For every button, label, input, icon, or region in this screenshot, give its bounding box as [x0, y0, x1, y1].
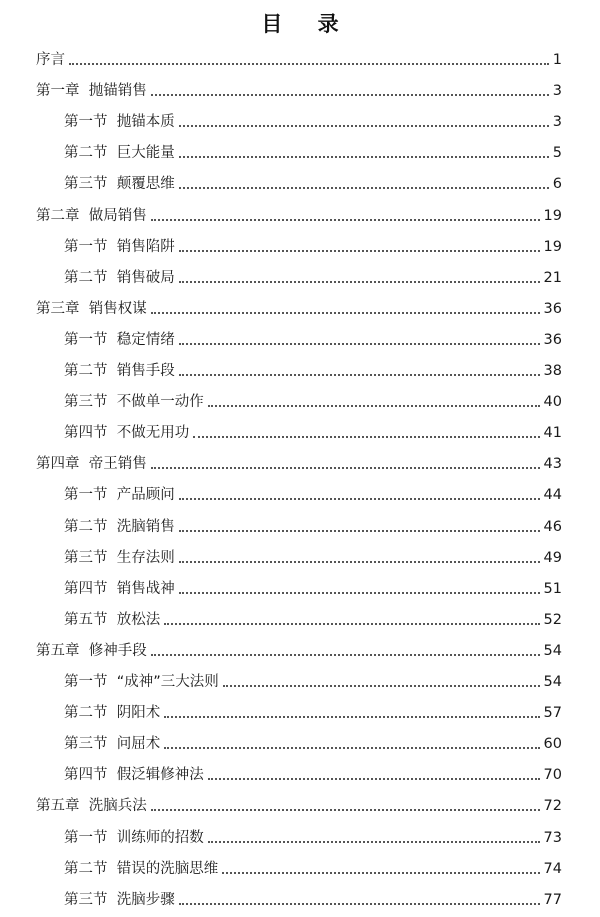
toc-chapter-entry[interactable]	[36, 789, 562, 815]
toc-page-number: 54	[543, 642, 562, 659]
toc-page-number: 19	[543, 207, 562, 224]
toc-section-entry[interactable]	[64, 105, 562, 131]
dot-leader	[179, 187, 549, 189]
toc-section-entry[interactable]	[64, 354, 562, 380]
toc-section-entry[interactable]	[64, 478, 562, 504]
dot-leader	[151, 312, 540, 314]
toc-page-number: 36	[543, 300, 562, 317]
toc-page-number: 60	[543, 736, 562, 753]
toc-page-number: 77	[543, 891, 562, 908]
toc-section-entry[interactable]	[64, 821, 562, 847]
toc-page-number: 38	[543, 363, 562, 379]
dot-leader	[179, 561, 540, 563]
toc-page-number: 41	[543, 425, 562, 442]
dot-leader	[179, 903, 540, 905]
toc-page-number: 36	[543, 331, 562, 348]
dot-leader	[151, 467, 540, 469]
toc-page-number: 73	[543, 829, 562, 846]
dot-leader	[223, 685, 540, 687]
dot-leader	[179, 281, 540, 283]
toc-entry-label: 第五章 修神手段	[36, 642, 147, 659]
toc-entry-label: 第四节 不做无用功	[64, 425, 190, 442]
toc-page-number: 19	[543, 238, 562, 255]
dot-leader	[151, 654, 540, 656]
toc-entry-label: 第二节 洗脑销售	[64, 518, 175, 535]
toc-page-number: 57	[543, 705, 562, 722]
dot-leader	[179, 156, 549, 158]
page-title: 目 录	[261, 12, 353, 36]
dot-leader	[208, 841, 540, 843]
toc-page-number: 6	[552, 176, 562, 193]
dot-leader	[151, 94, 549, 96]
toc-entry-label: 第二章 做局销售	[36, 207, 147, 224]
toc-section-entry[interactable]	[64, 261, 562, 287]
toc-entry-label: 第三节 不做单一动作	[64, 394, 204, 411]
toc-section-entry[interactable]	[64, 541, 562, 567]
toc-entry-label: 第一节 “成神”三大法则	[64, 674, 219, 690]
toc-entry-label: 第三节 问屈术	[64, 736, 161, 753]
dot-leader	[179, 343, 540, 345]
dot-leader	[179, 250, 540, 252]
toc-entry-label: 第一节 训练师的招数	[64, 829, 204, 846]
toc-entry-label: 第四节 假泛辑修神法	[64, 767, 204, 784]
toc-entry-label: 第三节 生存法则	[64, 549, 175, 566]
toc-section-entry[interactable]	[64, 696, 562, 722]
toc-section-entry[interactable]	[64, 665, 562, 691]
dot-leader	[208, 778, 540, 780]
dot-leader	[164, 716, 539, 718]
toc-chapter-entry[interactable]	[36, 199, 562, 225]
toc-page-number: 5	[552, 145, 562, 162]
dot-leader	[222, 872, 539, 874]
dot-leader	[164, 747, 539, 749]
dot-leader	[179, 125, 549, 127]
toc-page-number: 3	[552, 83, 562, 100]
toc-entry-label: 第二节 巨大能量	[64, 145, 175, 162]
toc-entry-label: 第一节 销售陷阱	[64, 238, 175, 255]
toc-entry-label: 第一章 抛锚销售	[36, 83, 147, 100]
dot-leader	[179, 374, 540, 376]
toc-entry-label: 第三章 销售权谋	[36, 300, 147, 317]
toc-entry-label: 第三节 颠覆思维	[64, 176, 175, 193]
toc-section-entry[interactable]	[64, 323, 562, 349]
toc-page-number: 72	[543, 798, 562, 815]
toc-page-number: 49	[543, 549, 562, 566]
toc-page-number: 70	[543, 767, 562, 784]
dot-leader	[151, 219, 540, 221]
toc-entry-label: 第二节 销售破局	[64, 269, 175, 286]
toc-entry-label: 第二节 销售手段	[64, 363, 175, 379]
toc-chapter-entry[interactable]	[36, 447, 562, 473]
dot-leader	[193, 436, 539, 438]
toc-section-entry[interactable]	[64, 136, 562, 162]
toc-section-entry[interactable]	[64, 167, 562, 193]
toc-chapter-entry[interactable]	[36, 292, 562, 318]
toc-page-number: 74	[543, 860, 562, 877]
toc-chapter-entry[interactable]	[36, 74, 562, 100]
toc-section-entry[interactable]	[64, 572, 562, 598]
dot-leader	[208, 405, 540, 407]
toc-section-entry[interactable]	[64, 385, 562, 411]
toc-chapter-entry[interactable]	[36, 634, 562, 660]
dot-leader	[69, 63, 549, 65]
toc-section-entry[interactable]	[64, 603, 562, 629]
toc-section-entry[interactable]	[64, 510, 562, 536]
toc-entry-label: 第五章 洗脑兵法	[36, 798, 147, 815]
toc-page-number: 54	[543, 674, 562, 690]
toc-chapter-entry[interactable]	[36, 43, 562, 69]
toc-section-entry[interactable]	[64, 852, 562, 878]
toc-entry-label: 第五节 放松法	[64, 611, 161, 628]
toc-entry-label: 第二节 错误的洗脑思维	[64, 860, 219, 877]
toc-entry-label: 第四章 帝王销售	[36, 456, 147, 473]
toc-entry-label: 第一节 产品顾问	[64, 487, 175, 504]
toc-entry-label: 第一节 稳定情绪	[64, 331, 175, 348]
toc-page-number: 44	[543, 487, 562, 504]
toc-section-entry[interactable]	[64, 230, 562, 256]
toc-entry-label: 第三节 洗脑步骤	[64, 891, 175, 908]
toc-section-entry[interactable]	[64, 727, 562, 753]
toc-page-number: 46	[543, 518, 562, 535]
toc-page-number: 21	[543, 269, 562, 286]
toc-entry-label: 序言	[36, 52, 65, 68]
dot-leader	[179, 530, 540, 532]
toc-section-entry[interactable]	[64, 416, 562, 442]
toc-page-number: 51	[543, 580, 562, 597]
dot-leader	[164, 623, 539, 625]
toc-page-number: 1	[552, 52, 562, 68]
toc-page-number: 43	[543, 456, 562, 473]
toc-entry-label: 第二节 阴阳术	[64, 705, 161, 722]
toc-section-entry[interactable]	[64, 758, 562, 784]
toc-entry-label: 第一节 抛锚本质	[64, 114, 175, 131]
toc-page-number: 52	[543, 611, 562, 628]
toc-page-number: 3	[552, 114, 562, 131]
dot-leader	[179, 498, 540, 500]
dot-leader	[179, 592, 540, 594]
dot-leader	[151, 809, 540, 811]
toc-entry-label: 第四节 销售战神	[64, 580, 175, 597]
toc-section-entry[interactable]	[64, 883, 562, 909]
toc-page-number: 40	[543, 394, 562, 411]
